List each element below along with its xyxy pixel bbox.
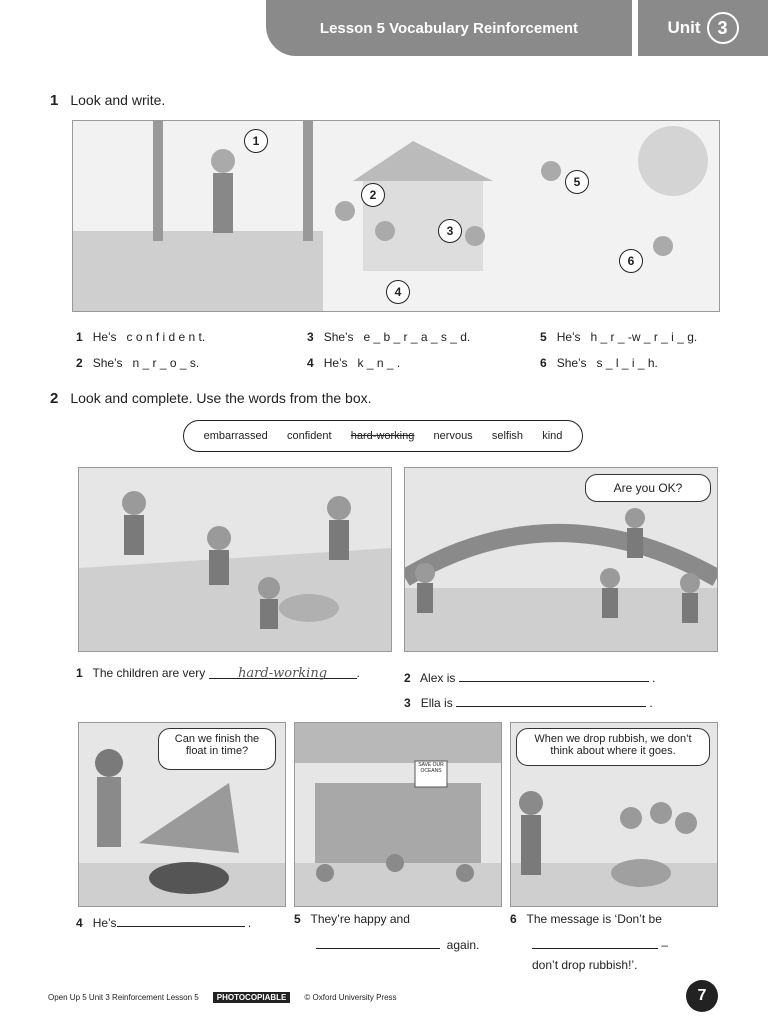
marker-5: 5 bbox=[565, 170, 589, 194]
answer-5[interactable] bbox=[316, 936, 440, 949]
answer-3[interactable] bbox=[456, 694, 646, 707]
tree bbox=[638, 126, 708, 196]
answer-6[interactable] bbox=[532, 936, 658, 949]
word: confident bbox=[286, 430, 332, 442]
speech-bubble-float: Can we finish the float in time? bbox=[158, 728, 276, 770]
ex1-item-3: 3 She’s e _ b _ r _ a _ s _ d. bbox=[307, 330, 471, 344]
question-3: 3 Ella is . bbox=[404, 696, 653, 710]
classroom-scene bbox=[79, 468, 391, 651]
ex1-item-5: 5 He’s h _ r _ -w _ r _ i _ g. bbox=[540, 330, 698, 344]
ex1-item-4: 4 He’s k _ n _ . bbox=[307, 356, 401, 370]
marker-4: 4 bbox=[386, 280, 410, 304]
answer-4[interactable] bbox=[117, 914, 245, 927]
exercise-title: Look and write. bbox=[70, 92, 166, 108]
question-5: 5 They’re happy and bbox=[294, 912, 410, 926]
lesson-header bbox=[266, 0, 632, 56]
question-4: 4 He’s . bbox=[76, 916, 252, 930]
answer-1[interactable]: hard-working bbox=[209, 666, 357, 679]
word-used: hard-working bbox=[350, 430, 415, 442]
exercise-title: Look and complete. Use the words from the box. bbox=[70, 390, 372, 406]
ex1-answer-1[interactable]: c o n f i d e n t. bbox=[126, 330, 206, 344]
exercise-number: 1 bbox=[50, 92, 59, 109]
marker-1: 1 bbox=[244, 129, 268, 153]
word-box bbox=[183, 420, 583, 452]
ex1-item-6: 6 She’s s _ l _ i _ h. bbox=[540, 356, 658, 370]
ex1-item-2: 2 She’s n _ r _ o _ s. bbox=[76, 356, 200, 370]
speech-bubble-ok: Are you OK? bbox=[585, 474, 711, 502]
exercise-2-heading bbox=[50, 390, 372, 407]
word: selfish bbox=[491, 430, 524, 442]
singer-head bbox=[211, 149, 235, 173]
footer-copyright: © Oxford University Press bbox=[304, 993, 397, 1002]
ex1-answer-3[interactable]: e _ b _ r _ a _ s _ d. bbox=[363, 330, 471, 344]
boy bbox=[375, 221, 395, 241]
gardener bbox=[541, 161, 561, 181]
question-6-line: – bbox=[532, 936, 668, 952]
exercise-number: 2 bbox=[50, 390, 59, 407]
unit-label: Unit bbox=[667, 18, 701, 37]
question-6: 6 The message is ‘Don’t be bbox=[510, 912, 662, 926]
marker-6: 6 bbox=[619, 249, 643, 273]
lesson-title: Lesson 5 Vocabulary Reinforcement bbox=[319, 19, 579, 37]
photocopiable-badge: PHOTOCOPIABLE bbox=[213, 992, 291, 1003]
word: embarrassed bbox=[203, 430, 268, 442]
ex1-answer-5[interactable]: h _ r _ -w _ r _ i _ g. bbox=[590, 330, 698, 344]
word: kind bbox=[542, 430, 563, 442]
stage-pole bbox=[153, 121, 163, 241]
sign-save-oceans: SAVE OUR OCEANS bbox=[418, 762, 444, 774]
speech-bubble-rubbish: When we drop rubbish, we don’t think about where it goes. bbox=[516, 728, 710, 766]
singer-body bbox=[213, 173, 233, 233]
answer-2[interactable] bbox=[459, 669, 649, 682]
guitar-kid bbox=[335, 201, 355, 221]
exercise-1-heading bbox=[50, 92, 165, 109]
ex1-item-1: 1 He’s c o n f i d e n t. bbox=[76, 330, 206, 344]
marker-3: 3 bbox=[438, 219, 462, 243]
question-2: 2 Alex is . bbox=[404, 671, 656, 685]
ex1-answer-6[interactable]: s _ l _ i _ h. bbox=[596, 356, 658, 370]
girl bbox=[465, 226, 485, 246]
picture-save-oceans bbox=[294, 722, 502, 907]
page-number: 7 bbox=[686, 980, 718, 1012]
parade-scene bbox=[295, 723, 501, 906]
ex1-answer-2[interactable]: n _ r _ o _ s. bbox=[132, 356, 200, 370]
stage-pole bbox=[303, 121, 313, 241]
question-1: 1 The children are very hard-working . bbox=[76, 666, 360, 681]
stage bbox=[73, 231, 323, 311]
unit-number: 3 bbox=[707, 12, 739, 44]
marker-2: 2 bbox=[361, 183, 385, 207]
question-5-line: again. bbox=[316, 936, 479, 952]
word: nervous bbox=[433, 430, 473, 442]
footer-course: Open Up 5 Unit 3 Reinforcement Lesson 5 bbox=[48, 993, 199, 1002]
picture-children-working bbox=[78, 467, 392, 652]
unit-badge bbox=[638, 0, 768, 56]
ex1-answer-4[interactable]: k _ n _ . bbox=[357, 356, 401, 370]
girl-waving bbox=[653, 236, 673, 256]
gazebo-roof bbox=[353, 141, 493, 181]
footer bbox=[48, 992, 397, 1003]
question-6-end: don’t drop rubbish!’. bbox=[532, 958, 638, 972]
